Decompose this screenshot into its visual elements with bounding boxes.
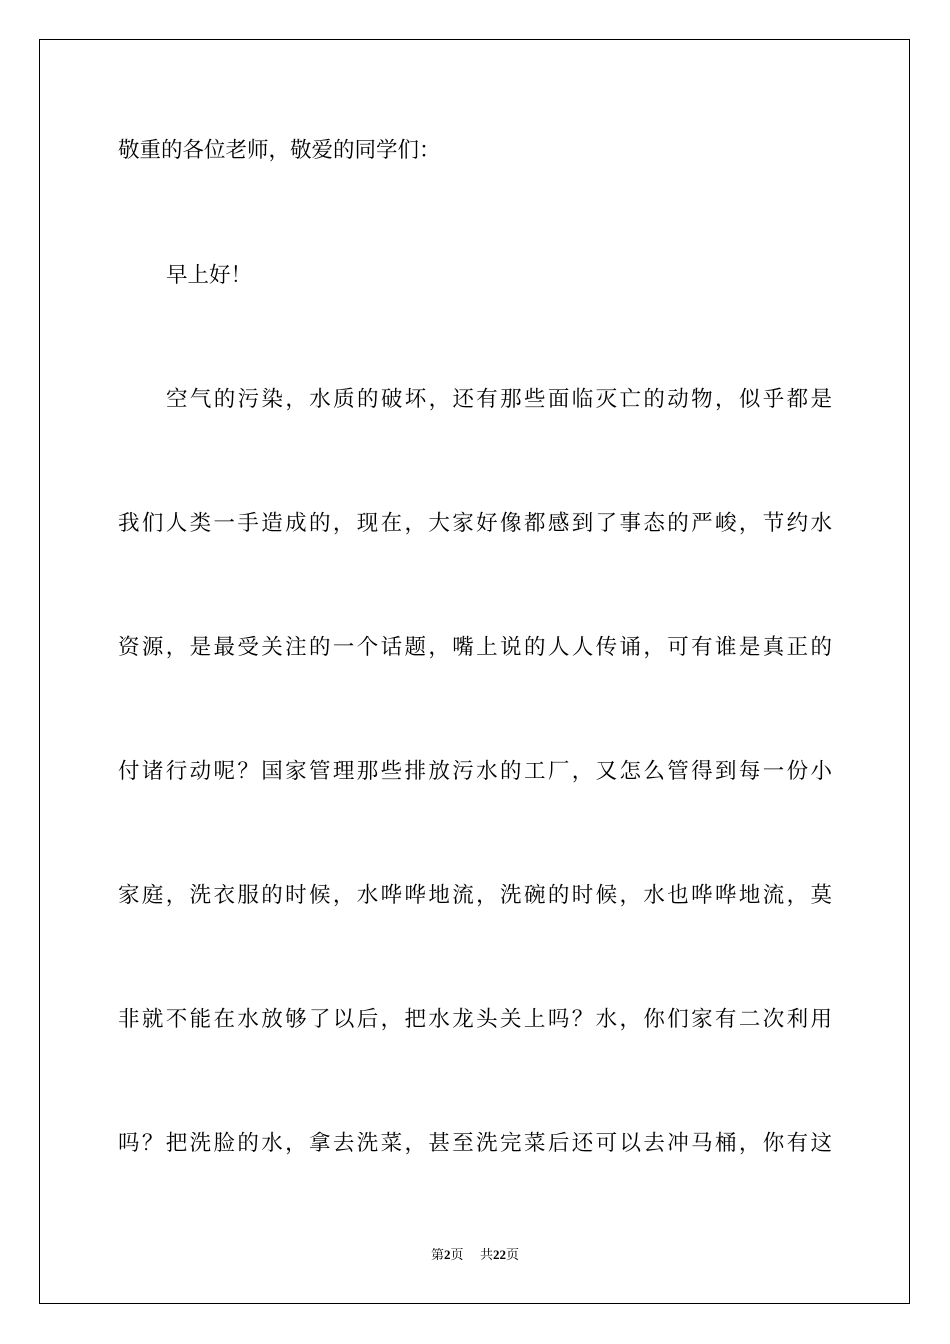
body-line-1: 空气的污染，水质的破坏，还有那些面临灭亡的动物，似乎都是 [166, 387, 832, 412]
body-line-2: 我们人类一手造成的，现在，大家好像都感到了事态的严峻，节约水 [118, 511, 832, 536]
total-suffix: 页 [506, 1248, 520, 1263]
total-prefix: 共 [480, 1248, 494, 1263]
page-prefix: 第 [430, 1248, 444, 1263]
body-line-7: 吗？把洗脸的水，拿去洗菜，甚至洗完菜后还可以去冲马桶，你有这 [118, 1131, 832, 1156]
body-line-4: 付诸行动呢？国家管理那些排放污水的工厂，又怎么管得到每一份小 [118, 759, 832, 784]
total-pages: 22 [493, 1247, 507, 1262]
salutation-line: 敬重的各位老师，敬爱的同学们： [118, 138, 441, 163]
page-suffix: 页 [450, 1248, 464, 1263]
greeting-line: 早上好！ [166, 263, 253, 288]
page-number: 2 [443, 1247, 451, 1262]
body-line-6: 非就不能在水放够了以后，把水龙头关上吗？水，你们家有二次利用 [118, 1007, 832, 1032]
page-footer [0, 1246, 950, 1265]
body-line-5: 家庭，洗衣服的时候，水哗哗地流，洗碗的时候，水也哗哗地流，莫 [118, 883, 832, 908]
body-line-3: 资源，是最受关注的一个话题，嘴上说的人人传诵，可有谁是真正的 [118, 635, 832, 660]
page-border [39, 39, 910, 1304]
